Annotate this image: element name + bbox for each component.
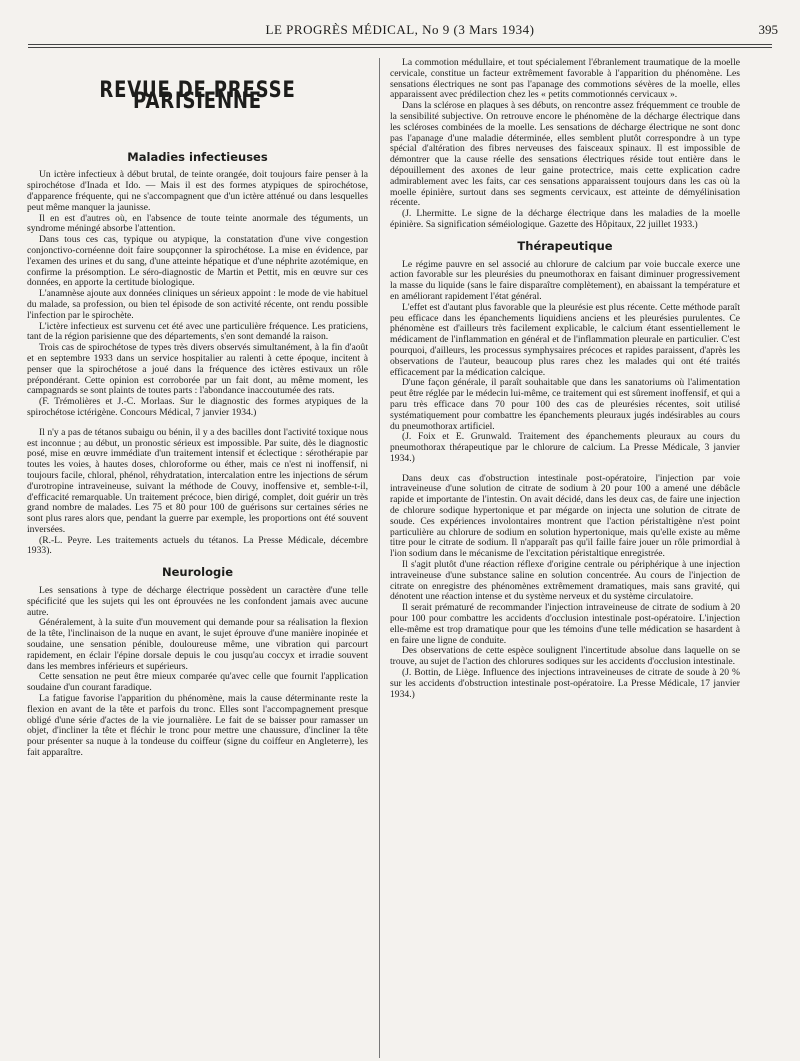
paragraph: Dans tous ces cas, typique ou atypique, la constatation d'une vive congestion conjonctivo-cornéenne doit faire soupçonner la spirochétose. La mise en évidence, par l'examen des urines et du sang, d'une atteinte hépatique et d'une néphrite azotémique, en confirme la présomption. Le séro-diagnostic de Martin et Pettit, mis en œuvre sur ces données, en apporte la certitude biologique.	[27, 234, 368, 289]
paragraph: Généralement, à la suite d'un mouvement qui demande pour sa réalisation la flexion de la tête, l'inclinaison de la nuque en avant, le sujet éprouve d'une manière inopinée et soudaine, une sensation pénible, douloureuse même, une vibration qui parcourt rapidement, en éclair l'épine dorsale depuis le cou jusqu'au coccyx et irradie souvent dans les membres inférieurs et supérieurs.	[27, 617, 368, 672]
paragraph: L'ictère infectieux est survenu cet été avec une particulière fréquence. Les praticiens, tant de la région parisienne que des départements, s'en sont demandé la raison.	[27, 320, 368, 343]
paragraph: Des observations de cette espèce soulignent l'incertitude absolue dans laquelle on se trouve, au sujet de l'action des chlorures sodiques sur les accidents d'occlusion intestinale.	[390, 645, 740, 668]
paragraph: Le régime pauvre en sel associé au chlorure de calcium par voie buccale exerce une action favorable sur les pleurésies du pneumothorax en faisant diminuer progressivement la masse du liquide (sans le faire disparaître complètement), en abaissant la température et en améliorant rapidement l'état général.	[390, 258, 740, 302]
paragraph: Les sensations à type de décharge électrique possèdent un caractère d'une telle spécificité que les sujets qui les ont éprouvées ne les confondent jamais avec aucune autre.	[27, 585, 368, 618]
header-rule-double	[28, 47, 772, 48]
citation: (J. Bottin, de Liège. Influence des injections intraveineuses de citrate de soude à 20 % sur les accidents d'obstruction intestinale post-opératoire. La Presse Médicale, 17 janvier 1934.)	[390, 667, 740, 700]
paragraph: Il en est d'autres où, en l'absence de toute teinte anormale des téguments, un syndrome méningé absorbe l'attention.	[27, 212, 368, 235]
journal-title: LE PROGRÈS MÉDICAL, No 9 (3 Mars 1934)	[265, 22, 535, 37]
left-column	[27, 58, 368, 759]
paragraph: L'anamnèse ajoute aux données cliniques un sérieux appoint : le mode de vie habituel du malade, sa profession, ou bien tel épisode de son activité récente, ont rendu possible l'infection par le spirochète.	[27, 288, 368, 321]
heading-therapeutique: Thérapeutique	[517, 238, 613, 253]
right-column	[390, 58, 740, 709]
page-number: 395	[758, 22, 778, 37]
paragraph: Dans deux cas d'obstruction intestinale post-opératoire, l'injection par voie intraveineuse d'une solution de citrate de sodium à 20 pour 100 a amené une débâcle rapide et importante de l'intestin. On avait décidé, dans les deux cas, de faire une injection de chlorure sodique hypertonique et par mégarde on injecta une solution de citrate de soude. Ces expériences involontaires montrent que l'action péristaltigène n'est point particulière au chlorure de sodium en solution hypertonique, mais qu'elle existe au même titre pour le citrate de sodium. Il n'apparaît pas qu'il faille faire jouer un rôle primordial à l'ion sodium dans le mécanisme de l'excitation péristaltique enregistrée.	[390, 472, 740, 560]
paragraph: La commotion médullaire, et tout spécialement l'ébranlement traumatique de la moelle cervicale, constitue un facteur extrêmement favorable à l'apparition du phénomène. Les sensations électriques ne sont pas l'apanage des commotions sévères de la moelle, elles apparaissent avec prédilection chez les « petits commotionnés cervicaux ».	[390, 57, 740, 101]
paragraph: Dans la sclérose en plaques à ses débuts, on rencontre assez fréquemment ce trouble de la sensibilité subjective. On retrouve encore le phénomène de la décharge électrique dans les scléroses combinées de la moelle. Les sensations de décharge électrique ne sont donc pas l'apanage d'une maladie déterminée, elles semblent plutôt correspondre à un type spécial d'altération des fibres nerveuses des faisceaux spinaux. Il est impossible de démontrer que la cause réelle des sensations électriques réside tout entière dans le dépouillement des axones de leur gaine protectrice, mais cette explication cadre admirablement avec les faits, car ces sensations apparaissent toujours dans les cas où la moelle épinière, surtout dans ses segments cervicaux, est atteinte de démyélinisation récente.	[390, 100, 740, 209]
paragraph: Un ictère infectieux à début brutal, de teinte orangée, doit toujours faire penser à la spirochétose d'Inada et Ido. — Mais il est des formes atypiques de spirochétose, d'apparence fréquente, qui ne s'accompagnent que d'un ictère atténué ou dans lesquelles peut même manquer la jaunisse.	[27, 169, 368, 213]
paragraph: Il s'agit plutôt d'une réaction réflexe d'origine centrale ou périphérique à une injection intraveineuse d'une substance saline en solution concentrée. Au cours de l'injection de citrate on enregistre des phénomènes extrêmement dramatiques, mais sans gravité, qui dénotent une réaction intense et du système nerveux et du système circulatoire.	[390, 559, 740, 603]
section-banner-title: REVUE DE PRESSE PARISIENNE	[99, 78, 296, 114]
paragraph: Il serait prématuré de recommander l'injection intraveineuse de citrate de sodium à 20 pour 100 pour combattre les accidents d'occlusion intestinale post-opératoire. L'injection elle-même est trop dramatique pour que les témoins d'une telle médication se hasardent à en faire une ligne de conduite.	[390, 602, 740, 646]
paragraph: D'une façon générale, il paraît souhaitable que dans les sanatoriums où l'alimentation peut être réglée par le médecin lui-même, ce traitement qui est sûrement inoffensif, et qui a paru très efficace dans 70 pour 100 des cas de pleurésies récentes, soit utilisé systématiquement pour combattre les épanchements pleuraux jugés indésirables au cours du pneumothorax artificiel.	[390, 377, 740, 432]
citation: (R.-L. Peyre. Les traitements actuels du tétanos. La Presse Médicale, décembre 1933).	[27, 534, 368, 557]
header-rule	[28, 44, 772, 45]
citation: (J. Foix et E. Grunwald. Traitement des épanchements pleuraux au cours du pneumothorax thérapeutique par le chlorure de calcium. La Presse Médicale, 3 janvier 1934.)	[390, 431, 740, 464]
running-header	[20, 22, 780, 38]
citation: (J. Lhermitte. Le signe de la décharge électrique dans les maladies de la moelle épinière. Sa signification séméiologique. Gazette des Hôpitaux, 22 juillet 1933.)	[390, 208, 740, 230]
heading-neurologie: Neurologie	[162, 565, 233, 580]
paragraph: L'effet est d'autant plus favorable que la pleurésie est plus récente. Cette méthode paraît peu efficace dans les épanchements liquidiens anciens et les pleurésies purulentes. Ce phénomène est d'ailleurs très facilement explicable, le calcium étant essentiellement le médicament de l'inflammation en général et de l'inflammation pleurale en particulier. C'est pourquoi, d'ailleurs, les processus symphysaires précoces et rapides paraissent, d'après les observations de l'auteur, beaucoup plus rares chez les malades qui ont été traités efficacement par la médication calcique.	[390, 301, 740, 378]
paragraph: La fatigue favorise l'apparition du phénomène, mais la cause déterminante reste la flexion en avant de la tête et parfois du tronc. Elles sont l'accompagnement presque obligé d'une série d'actes de la vie journalière. Le fait de se baisser pour ramasser un objet, d'incliner la tête et fléchir le tronc pour mettre une chaussure, d'incliner la tête pour présenter sa nuque à la tondeuse du coiffeur (signe du coiffeur en Angleterre), les fait apparaître.	[27, 693, 368, 759]
column-divider	[379, 58, 380, 1058]
citation: (F. Trémolières et J.-C. Morlaas. Sur le diagnostic des formes atypiques de la spirochétose ictérigène. Concours Médical, 7 janvier 1934.)	[27, 396, 368, 418]
paragraph: Cette sensation ne peut être mieux comparée qu'avec celle que fournit l'application soudaine d'un courant faradique.	[27, 671, 368, 694]
paragraph: Trois cas de spirochétose de types très divers observés simultanément, à la fin d'août et en septembre 1933 dans un service hospitalier au ralenti à cette époque, incitent à penser que la spirochétose a joué dans la fréquence des ictères estivaux un rôle prépondérant. Cette opinion est corroborée par un fait dont, au même moment, les campagnards se sont plaints de toutes parts : l'abondance inaccoutumée des rats.	[27, 342, 368, 397]
heading-maladies-infectieuses: Maladies infectieuses	[127, 149, 268, 164]
paragraph: Il n'y a pas de tétanos subaigu ou bénin, il y a des bacilles dont l'activité toxique nous est inconnue ; au début, un pronostic sérieux est impossible. Par suite, dès le diagnostic posé, mise en œuvre immédiate d'un traitement intensif et éclectique : sérothérapie par toutes les voies, à hautes doses, chloroforme ou éther, mais ce n'est ni inoffensif, ni toujours facile, chloral, phénol, réhydratation, intercalation entre les injections de sérum d'urotropine intraveineuse, suivant la méthode de Couvy, inoffensive et, semble-t-il, d'efficacité remarquable. Un traitement précoce, bien dirigé, complet, doit guérir un très grand nombre de malades. Les 75 et 80 pour 100 de guérisons sur certaines séries ne sont plus rares alors que, pendant la guerre par exemple, les proportions ont été souvent inversées.	[27, 426, 368, 535]
